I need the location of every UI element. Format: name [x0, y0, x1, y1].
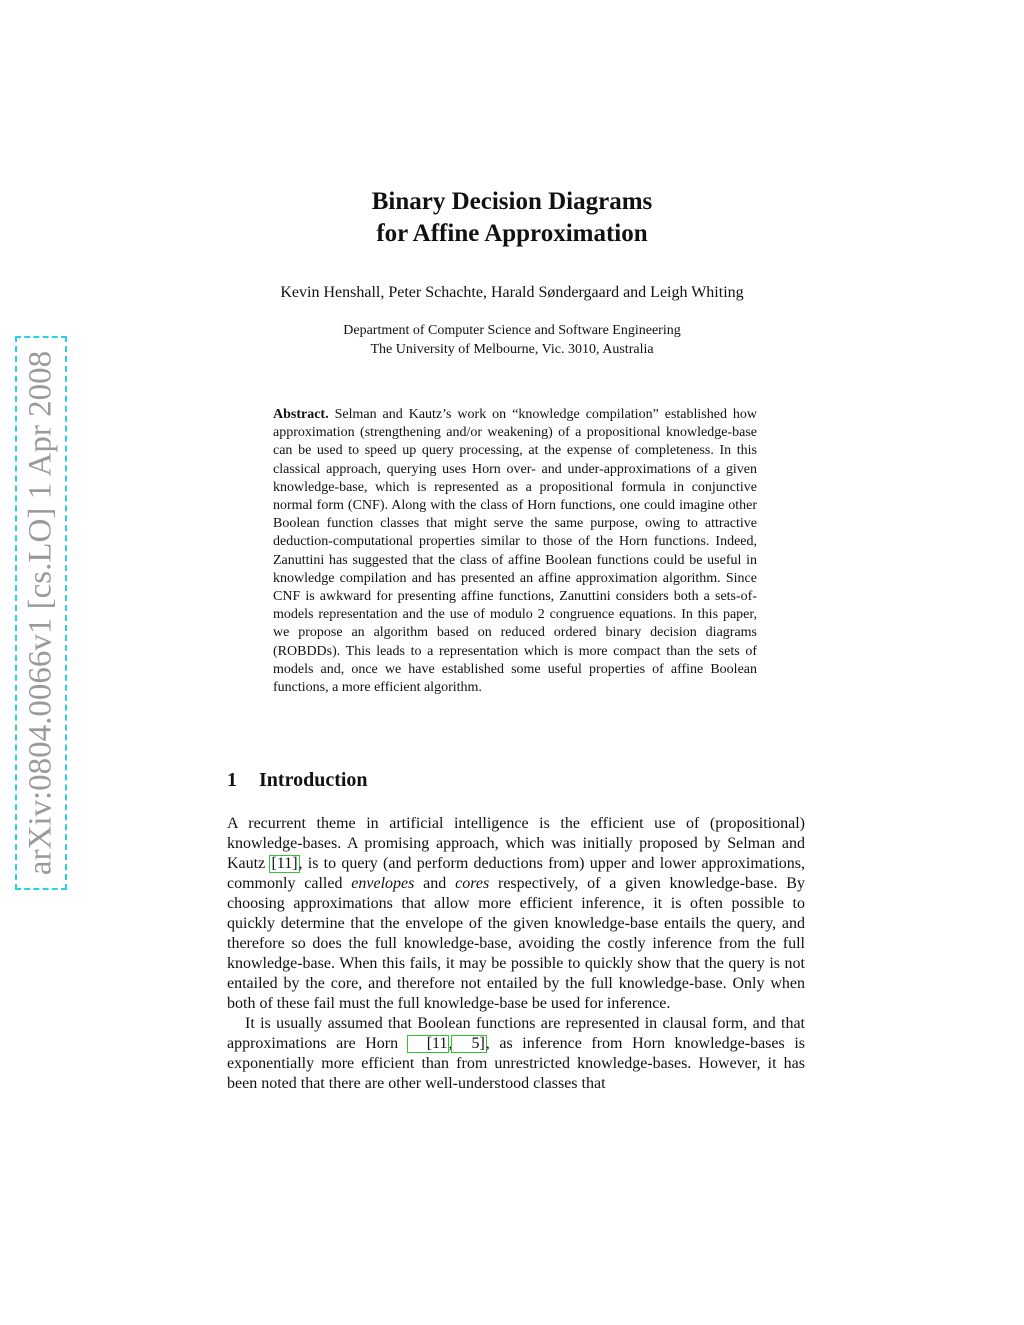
paragraph-1	[227, 814, 805, 1014]
body-text	[227, 814, 805, 1094]
paper-title	[0, 186, 1024, 250]
paragraph-2-text-b: , as inference from Horn knowledge-bases is exponentially more efficient than from unrestricted knowledge-bases. However, it has been noted that there are other well-understood classes that	[227, 1035, 805, 1092]
affiliation-line-2: The University of Melbourne, Vic. 3010, Australia	[370, 342, 654, 357]
term-envelopes: envelopes	[351, 875, 415, 892]
citation-separator: ,	[448, 1035, 453, 1052]
citation-link[interactable]: [11	[408, 1036, 449, 1052]
affiliation	[0, 321, 1024, 359]
paragraph-1-text-b: , is to query (and perform deductions from) upper and lower approximations, commonly called	[227, 855, 805, 892]
paragraph-2-text-a: It is usually assumed that Boolean functions are represented in clausal form, and that approximations are Horn	[227, 1015, 805, 1052]
term-cores: cores	[455, 875, 490, 892]
paragraph-2	[227, 1014, 805, 1094]
arxiv-identifier: arXiv:0804.0066v1 [cs.LO] 1 Apr 2008	[22, 350, 59, 876]
paragraph-1-text-c: and	[414, 875, 456, 892]
abstract-text: Selman and Kautz’s work on “knowledge compilation” established how approximation (strengthening and/or weakening) of a propositional knowledge-base can be used to speed up query processing, at the expense of completeness. In this classical approach, querying uses Horn over- and under-approximations of a given knowledge-base, which is represented as a propositional formula in conjunctive normal form (CNF). Along with the class of Horn functions, one could imagine other Boolean function classes that might serve the same purpose, owing to attractive deduction-computational properties similar to those of the Horn functions. Indeed, Zanuttini has suggested that the class of affine Boolean functions could be useful in knowledge compilation and has presented an affine approximation algorithm. Since CNF is awkward for presenting affine functions, Zanuttini considers both a sets-of-models representation and the use of modulo 2 congruence equations. In this paper, we propose an algorithm based on reduced ordered binary decision diagrams (ROBDDs). This leads to a representation which is more compact than the sets of models and, once we have established some useful properties of affine Boolean functions, a more efficient algorithm.	[273, 407, 757, 696]
abstract-label: Abstract.	[273, 407, 329, 422]
title-line-1: Binary Decision Diagrams	[371, 188, 653, 215]
citation-link[interactable]: [11]	[271, 855, 298, 872]
arxiv-stamp[interactable]	[15, 336, 67, 890]
section-heading	[227, 769, 368, 792]
paragraph-1-text-d: respectively, of a given knowledge-base. By choosing approximations that allow more efficient inference, it is often possible to quickly determine that the envelope of the given knowledge-base entails the query, and therefore so does the full knowledge-base, avoiding the costly inference from the full knowledge-base. When this fails, it may be possible to quickly show that the query is not entailed by the core, and therefore not entailed by the full knowledge-base. Only when both of these fail must the full knowledge-base be used for inference.	[227, 875, 805, 1012]
title-line-2: for Affine Approximation	[376, 220, 648, 247]
paragraph-1-text-a: A recurrent theme in artificial intelligence is the efficient use of (propositional) knowledge-bases. A promising approach, which was initially proposed by Selman and Kautz	[227, 815, 805, 872]
author-list: Kevin Henshall, Peter Schachte, Harald Søndergaard and Leigh Whiting	[280, 284, 744, 301]
abstract	[273, 406, 757, 697]
section-number: 1	[227, 769, 237, 791]
citation-link[interactable]: 5]	[452, 1036, 485, 1052]
affiliation-line-1: Department of Computer Science and Software Engineering	[343, 323, 681, 338]
section-title: Introduction	[259, 769, 368, 791]
